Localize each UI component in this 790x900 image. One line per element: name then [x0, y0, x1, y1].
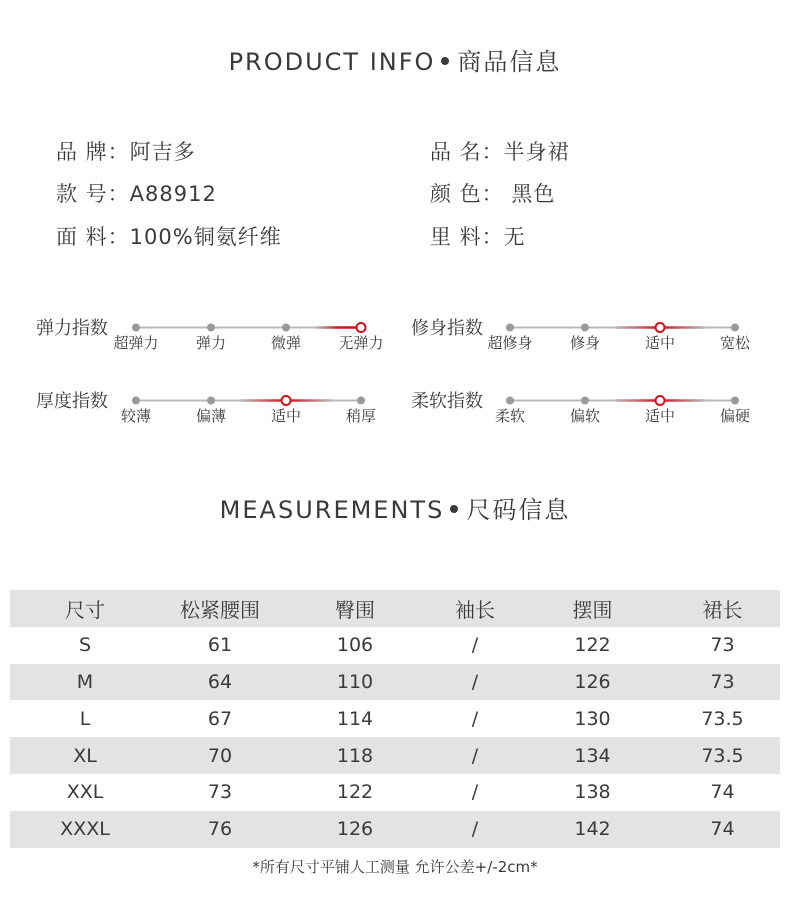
info-lining: 里 料：无	[430, 225, 526, 249]
table-cell: 74	[665, 811, 780, 848]
scale-softness	[494, 391, 751, 425]
table-cell: 73.5	[701, 707, 744, 730]
table-cell: /	[471, 634, 479, 657]
scale-option: 超弹力	[113, 334, 159, 352]
table-cell: 110	[280, 664, 430, 701]
table-row	[10, 664, 780, 701]
table-cell: 64	[160, 664, 280, 701]
table-cell: 130	[574, 707, 611, 730]
scale-fit	[487, 318, 751, 352]
table-cell: 122	[574, 634, 611, 657]
product-info-title	[0, 42, 790, 77]
table-cell: /	[430, 664, 520, 701]
scale-option: 较薄	[120, 407, 152, 425]
scale-option: 柔软	[494, 407, 526, 425]
table-cell: 126	[280, 811, 430, 848]
scale-option: 弹力	[195, 334, 227, 352]
table-cell: 114	[336, 707, 374, 730]
scale-point	[581, 397, 589, 405]
table-cell: 70	[160, 737, 280, 774]
scale-selected-marker	[656, 323, 665, 332]
scale-selected-marker	[282, 396, 291, 405]
table-cell: /	[430, 737, 520, 774]
table-cell: 73.5	[665, 737, 780, 774]
scale-softness-track	[510, 391, 735, 411]
scale-option: 适中	[644, 334, 676, 352]
table-cell: 74	[710, 781, 735, 804]
scale-option: 偏薄	[195, 407, 227, 425]
scale-point	[581, 324, 589, 332]
scale-thickness-label: 厚度指数	[36, 391, 108, 412]
table-header-cell: 裙长	[665, 590, 780, 627]
table-cell: M	[10, 664, 160, 701]
info-fabric: 面 料：100%铜氨纤维	[56, 225, 282, 249]
scale-point	[132, 397, 140, 405]
table-cell: 126	[520, 664, 665, 701]
scale-point	[731, 324, 739, 332]
table-header-cell: 臀围	[280, 590, 430, 627]
table-row	[10, 737, 780, 774]
bullet-dot-icon	[450, 505, 458, 513]
table-cell: 118	[280, 737, 430, 774]
measurements-title-en: MEASUREMENTS	[219, 496, 445, 524]
table-row	[10, 811, 780, 848]
scale-point	[731, 397, 739, 405]
scale-option: 微弹	[270, 334, 302, 352]
scale-option: 偏软	[569, 407, 601, 425]
scale-point	[357, 397, 365, 405]
measurements-title-cn: 尺码信息	[466, 496, 571, 524]
scale-selected-marker	[357, 323, 366, 332]
size-table	[10, 590, 780, 848]
table-cell: 61	[207, 634, 233, 657]
table-row	[10, 700, 780, 737]
bullet-dot-icon	[441, 57, 449, 65]
table-cell: L	[79, 707, 91, 730]
scale-option: 无弹力	[338, 334, 384, 352]
scale-option: 宽松	[719, 334, 751, 352]
scale-point	[282, 324, 290, 332]
scale-option: 超修身	[487, 334, 533, 352]
scale-option: 适中	[270, 407, 302, 425]
scale-elasticity-label: 弹力指数	[36, 318, 108, 339]
scale-softness-label: 柔软指数	[411, 391, 483, 412]
table-cell: 76	[160, 811, 280, 848]
table-cell: /	[430, 811, 520, 848]
table-cell: XXXL	[10, 811, 160, 848]
scale-point	[506, 324, 514, 332]
table-header-cell: 松紧腰围	[160, 590, 280, 627]
table-header-cell: 尺寸	[10, 590, 160, 627]
table-cell: 73	[207, 781, 233, 804]
table-cell: XL	[10, 737, 160, 774]
scale-point	[506, 397, 514, 405]
scale-option: 稍厚	[345, 407, 377, 425]
measurement-note: *所有尺寸平铺人工测量 允许公差+/-2cm*	[252, 858, 538, 876]
table-row	[10, 774, 780, 811]
table-header-cell: 摆围	[520, 590, 665, 627]
table-header-cell: 袖长	[430, 590, 520, 627]
scale-point	[207, 397, 215, 405]
table-cell: /	[471, 781, 479, 804]
table-cell: 67	[207, 707, 233, 730]
scale-elasticity	[113, 318, 384, 352]
table-header-row	[10, 590, 780, 627]
table-cell: 134	[520, 737, 665, 774]
scale-selected-marker	[656, 396, 665, 405]
table-cell: 73	[710, 634, 735, 657]
table-cell: 142	[520, 811, 665, 848]
table-cell: 73	[665, 664, 780, 701]
table-cell: 138	[574, 781, 611, 804]
scale-point	[207, 324, 215, 332]
scale-elasticity-track	[136, 318, 361, 338]
info-style-no: 款 号：A88912	[56, 182, 217, 206]
product-info-title-cn: 商品信息	[457, 48, 562, 76]
product-info-title-en: PRODUCT INFO	[228, 48, 436, 76]
scale-option: 修身	[569, 334, 601, 352]
info-name: 品 名：半身裙	[430, 140, 570, 164]
table-cell: S	[78, 634, 92, 657]
scale-point	[132, 324, 140, 332]
table-cell: XXL	[66, 781, 104, 804]
scale-thickness	[120, 391, 377, 425]
measurements-title	[0, 490, 790, 525]
table-cell: 106	[336, 634, 374, 657]
scale-fit-track	[510, 318, 735, 338]
info-color: 颜 色： 黑色	[430, 182, 556, 206]
scale-option: 适中	[644, 407, 676, 425]
info-brand: 品 牌：阿吉多	[56, 140, 196, 164]
scale-thickness-track	[136, 391, 361, 411]
table-row	[10, 627, 780, 664]
scale-option: 偏硬	[719, 407, 751, 425]
table-cell: 122	[336, 781, 374, 804]
scale-fit-label: 修身指数	[411, 318, 483, 339]
table-cell: /	[471, 707, 479, 730]
